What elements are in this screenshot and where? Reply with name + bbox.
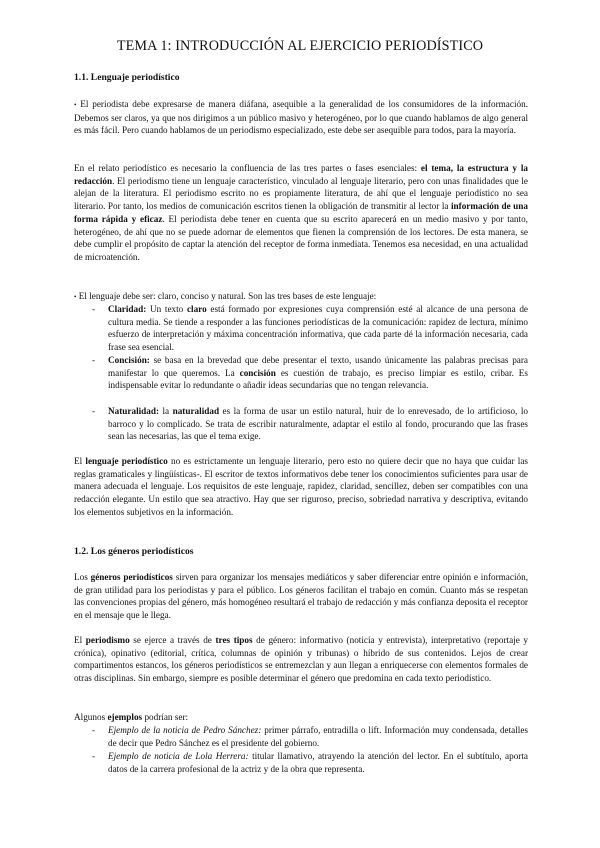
text-run: la [159, 406, 173, 416]
paragraph-bases [74, 290, 528, 304]
paragraph-lenguaje-periodistico [74, 455, 528, 519]
bold-run: ejemplos [107, 712, 143, 722]
text-run: . El periodismo tiene un lenguaje característico, vinculado al lenguaje literario, pero con unas finalidades que le alejan de la literatura. El periodismo escrito no es propiamente literatura, de ahí que el lenguaje periodístico no sea literario. Por tanto, los medios de comunicación escritos tienen la obligación de transmitir al lector la [74, 175, 528, 212]
list-item-claridad [108, 303, 528, 354]
italic-run: Ejemplo de la noticia de Pedro Sánchez: [108, 725, 262, 735]
text-run: es la forma de usar un estilo natural, huir de lo enrevesado, de lo artificioso, lo barroco y lo complicado. Se trata de escribir naturalmente, adaptar el estilo al fondo, procurando que las frases sean las necesarias, las que el tema exige. [108, 406, 529, 442]
paragraph-generos [74, 571, 528, 622]
bold-run: lenguaje periodístico [85, 456, 168, 466]
bold-run: información de una forma rápida y eficaz [74, 201, 528, 224]
text-run: En el relato periodístico es necesario la confluencia de las tres partes o fases esenciales: [74, 163, 421, 173]
bold-run: géneros periodísticos [90, 572, 173, 582]
text-run: no es estrictamente un lenguaje literario, pero esto no quiere decir que no haya que cuidar las reglas gramaticales y lingüísticas-. El escritor de textos informativos debe tener los conocimientos suficientes para usar de manera adecuada el lenguaje. Los requisitos de este lenguaje, rapidez, claridad, sencillez, deben ser compatibles con una redacción elegante. Un estilo que sea atractivo. Hay que ser riguroso, preciso, sobriedad narrativa y descriptiva, evitando los elementos subjetivos en la información. [74, 456, 529, 517]
list-item-pedro-sanchez [108, 724, 528, 749]
italic-run: Ejemplo de noticia de Lola Herrera: [108, 751, 249, 761]
list-item-lola-herrera [108, 750, 528, 775]
dash-marker: - [92, 751, 96, 761]
list-term: Concisión: [108, 355, 150, 365]
text-run: es cuestión de trabajo, es preciso limpiar es estilo, cribar. Es indispensable evitar lo redundante o añadir ideas secundarias que no tengan relevancia. [108, 367, 528, 391]
bold-run: naturalidad [172, 406, 220, 416]
text-run: primer párrafo, entradilla o lift. Información muy condensada, detalles de decir que Pedro Sánchez es el presidente del gobierno. [108, 725, 529, 748]
paragraph-ejemplos [74, 711, 528, 724]
list-item-naturalidad [108, 405, 528, 443]
document-title: TEMA 1: INTRODUCCIÓN AL EJERCICIO PERIODÍSTICO [116, 38, 484, 54]
text-run: titular llamativo, atrayendo la atención del lector. En el subtítulo, aporta datos de la carrera profesional de la actriz y de la obra que representa. [108, 751, 528, 774]
text-run: está formado por expresiones cuya comprensión esté al alcance de una persona de cultura media. Se tiende a responder a las funciones periodísticas de la comunicación: rapidez de lectura, mínimo esfuerzo de interpretación y máxima concentración informativa, que cada parte dé la información necesaria, cada frase sea esencial. [108, 304, 528, 353]
text-run: sirven para organizar los mensajes mediáticos y saber diferenciar entre opinión e información, de gran utilidad para los periodistas y para el público. Los géneros facilitan el trabajo en común. Cuanto más se respetan las convenciones propias del género, más homogéneo resultará el trabajo de redacción y más confianza deposita el receptor en el mensaje que le llega. [74, 572, 529, 621]
bold-run: periodismo [85, 635, 130, 645]
bullet-icon: • [74, 101, 77, 109]
dash-marker: - [92, 304, 96, 314]
bold-run: claro [186, 304, 207, 314]
paragraph-text: El periodista debe expresarse de manera diáfana, asequible a la generalidad de los consumidores de la información. Debemos ser claros, ya que nos dirigimos a un público masivo y heterogéneo, por lo que cuando hablamos de algo general es más fácil. Pero cuando hablamos de un periodismo especializado, este debe ser asequible para todos, para la mayoría. [74, 99, 528, 136]
text-run: Un texto [146, 304, 187, 314]
text-run: El [74, 635, 86, 645]
list-term: Claridad: [108, 304, 147, 314]
dash-marker: - [92, 355, 96, 365]
paragraph-tipos [74, 634, 528, 685]
paragraph-relato [74, 162, 528, 264]
list-item-concision [108, 354, 528, 392]
dash-marker: - [92, 725, 96, 735]
text-run: El [74, 456, 86, 466]
text-run: podrían ser: [142, 712, 189, 722]
text-run: de género: informativo (noticia y entrevista), interpretativo (reportaje y crónica), opinativo (editorial, crítica, columnas de opinión y tribunas) o híbrido de sus contenidos. Lejos de crear compartimentos estancos, los géneros periodísticos se entremezclan y aun llegan a enriquecerse con elementos formales de otras disciplinas. Sin embargo, siempre es posible determinar el género que predomina en cada texto periodístico. [74, 635, 529, 684]
paragraph-claridad-intro [74, 98, 528, 137]
bold-run: el tema, la estructura y la redacción [74, 163, 528, 186]
text-run: . El periodista debe tener en cuenta que su escrito aparecerá en un medio masivo y por tanto, heterogéneo, de ahí que no se puede adornar de elementos que fienen la comprensión de los lectores. De esta manera, se debe cumplir el propósito de captar la atención del receptor de forma inmediata. Tenemos esa necesidad, en una actualidad de microatención. [74, 213, 528, 262]
section-heading-generos: 1.2. Los géneros periodísticos [74, 546, 194, 557]
section-heading-lenguaje: 1.1. Lenguaje periodístico [74, 72, 180, 83]
bold-run: tres tipos [215, 635, 253, 645]
text-run: Los [74, 572, 91, 582]
text-run: se ejerce a través de [129, 635, 216, 645]
text-run: se basa en la brevedad que debe presentar el texto, usando únicamente las palabras precisas para manifestar lo que queremos. La [108, 355, 528, 378]
paragraph-text: El lenguaje debe ser: claro, conciso y natural. Son las tres bases de este lenguaje: [78, 291, 377, 301]
dash-marker: - [92, 406, 96, 416]
bold-run: concisión [239, 367, 276, 378]
list-term: Naturalidad: [108, 406, 160, 416]
bullet-icon: • [74, 293, 77, 301]
text-run: Algunos [74, 712, 108, 722]
